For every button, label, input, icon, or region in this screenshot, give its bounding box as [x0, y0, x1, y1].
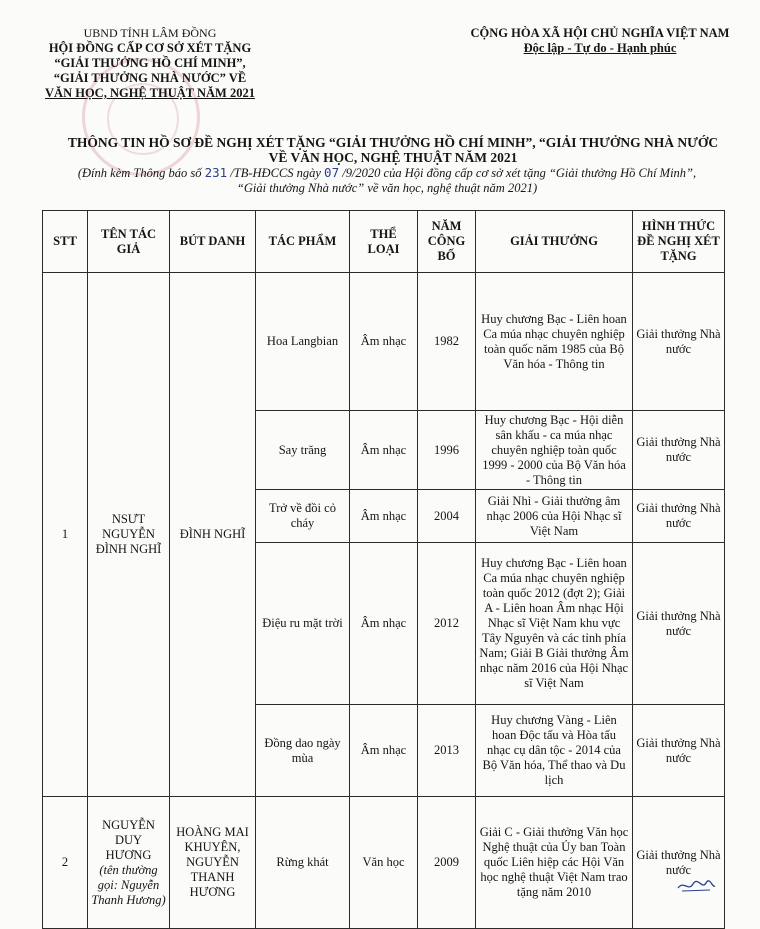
work-title: Say trăng	[256, 411, 350, 490]
header-stt: STT	[43, 211, 88, 273]
work-genre: Âm nhạc	[350, 273, 418, 411]
work-proposal: Giải thưởng Nhà nước	[633, 411, 725, 490]
note-line-2: “Giải thưởng Nhà nước” về văn học, nghệ thuật năm 2021)	[236, 181, 538, 195]
province-name: UBND TỈNH LÂM ĐỒNG	[83, 26, 217, 40]
attachment-note	[22, 165, 752, 196]
header-proposal: HÌNH THỨC ĐỀ NGHỊ XÉT TẶNG	[633, 211, 725, 273]
council-line-4: VĂN HỌC, NGHỆ THUẬT NĂM 2021	[45, 86, 255, 100]
work-award: Huy chương Bạc - Liên hoan Ca múa nhạc chuyên nghiệp toàn quốc 2012 (đợt 2); Giải A - Liên hoan Âm nhạc Hội Nhạc sĩ Việt Nam khu vực Tây Nguyên và các tỉnh phía Nam; Giải B Giải thưởng Âm nhạc năm 2016 của Hội Nhạc sĩ Việt Nam	[476, 543, 633, 705]
work-title: Hoa Langbian	[256, 273, 350, 411]
handwritten-day: 07	[324, 165, 340, 180]
work-genre: Âm nhạc	[350, 490, 418, 543]
document-title	[40, 135, 746, 165]
work-year: 2009	[418, 797, 476, 929]
work-genre: Văn học	[350, 797, 418, 929]
work-year: 2004	[418, 490, 476, 543]
initials-signature	[676, 874, 716, 896]
header-award: GIẢI THƯỞNG	[476, 211, 633, 273]
author-2-name-cell	[88, 797, 170, 929]
work-proposal: Giải thưởng Nhà nước	[633, 490, 725, 543]
work-title: Rừng khát	[256, 797, 350, 929]
author-1-pen-name: ĐÌNH NGHĨ	[170, 273, 256, 797]
header-left	[12, 26, 288, 101]
council-line-2: “GIẢI THƯỞNG HỒ CHÍ MINH”,	[54, 56, 246, 70]
handwritten-number: 231	[204, 165, 228, 180]
header-author: TÊN TÁC GIẢ	[88, 211, 170, 273]
table-header-row	[43, 211, 725, 273]
author-2-name-note: (tên thường gọi: Nguyễn Thanh Hương)	[91, 862, 166, 907]
note-part-2: /TB-HĐCCS ngày	[227, 166, 325, 180]
author-2-stt: 2	[43, 797, 88, 929]
work-title: Đồng dao ngày mùa	[256, 705, 350, 797]
header-right	[440, 26, 760, 56]
note-part-1: (Đính kèm Thông báo số	[77, 166, 205, 180]
work-award: Huy chương Vàng - Liên hoan Độc tấu và Hòa tấu nhạc cụ dân tộc - 2014 của Bộ Văn hóa, Thể thao và Du lịch	[476, 705, 633, 797]
council-line-1: HỘI ĐỒNG CẤP CƠ SỞ XÉT TẶNG	[48, 41, 252, 55]
author-1-name: NSƯT NGUYỄN ĐÌNH NGHĨ	[88, 273, 170, 797]
work-proposal: Giải thưởng Nhà nước	[633, 543, 725, 705]
note-part-3: /9/2020 của Hội đồng cấp cơ sở xét tặng “Giải thưởng Hồ Chí Minh”,	[339, 166, 697, 180]
title-line-1: THÔNG TIN HỒ SƠ ĐỀ NGHỊ XÉT TẶNG “GIẢI THƯỞNG HỒ CHÍ MINH”, “GIẢI THƯỞNG NHÀ NƯỚC	[67, 135, 719, 150]
work-genre: Âm nhạc	[350, 411, 418, 490]
header-work: TÁC PHẨM	[256, 211, 350, 273]
work-title: Trở về đồi cỏ cháy	[256, 490, 350, 543]
work-year: 2013	[418, 705, 476, 797]
work-proposal: Giải thưởng Nhà nước	[633, 705, 725, 797]
author-1-stt: 1	[43, 273, 88, 797]
work-year: 1982	[418, 273, 476, 411]
council-line-3: “GIẢI THƯỞNG NHÀ NƯỚC” VỀ	[53, 71, 247, 85]
header-genre: THỂ LOẠI	[350, 211, 418, 273]
title-line-2: VỀ VĂN HỌC, NGHỆ THUẬT NĂM 2021	[268, 150, 518, 165]
work-proposal: Giải thưởng Nhà nước	[633, 797, 725, 929]
work-title: Điệu ru mặt trời	[256, 543, 350, 705]
work-proposal: Giải thưởng Nhà nước	[633, 273, 725, 411]
work-year: 1996	[418, 411, 476, 490]
work-genre: Âm nhạc	[350, 543, 418, 705]
header-pen-name: BÚT DANH	[170, 211, 256, 273]
work-award: Giải C - Giải thưởng Văn học Nghệ thuật của Ủy ban Toàn quốc Liên hiệp các Hội Văn học nghệ thuật Việt Nam trao tặng năm 2010	[476, 797, 633, 929]
country-name: CỘNG HÒA XÃ HỘI CHỦ NGHĨA VIỆT NAM	[470, 26, 730, 40]
work-award: Giải Nhì - Giải thưởng âm nhạc 2006 của Hội Nhạc sĩ Việt Nam	[476, 490, 633, 543]
author-2-name: NGUYỄN DUY HƯƠNG	[102, 817, 155, 862]
author-2-pen-name: HOÀNG MAI KHUYÊN, NGUYỄN THANH HƯƠNG	[170, 797, 256, 929]
national-motto: Độc lập - Tự do - Hạnh phúc	[523, 41, 677, 55]
work-genre: Âm nhạc	[350, 705, 418, 797]
work-year: 2012	[418, 543, 476, 705]
table-row	[43, 797, 725, 929]
nomination-table	[42, 210, 725, 929]
work-award: Huy chương Bạc - Liên hoan Ca múa nhạc chuyên nghiệp toàn quốc năm 1985 của Bộ Văn hóa - Thông tin	[476, 273, 633, 411]
work-award: Huy chương Bạc - Hội diễn sân khấu - ca múa nhạc chuyên nghiệp toàn quốc 1999 - 2000 của Bộ Văn hóa - Thông tin	[476, 411, 633, 490]
header-year: NĂM CÔNG BỐ	[418, 211, 476, 273]
table-row	[43, 273, 725, 411]
